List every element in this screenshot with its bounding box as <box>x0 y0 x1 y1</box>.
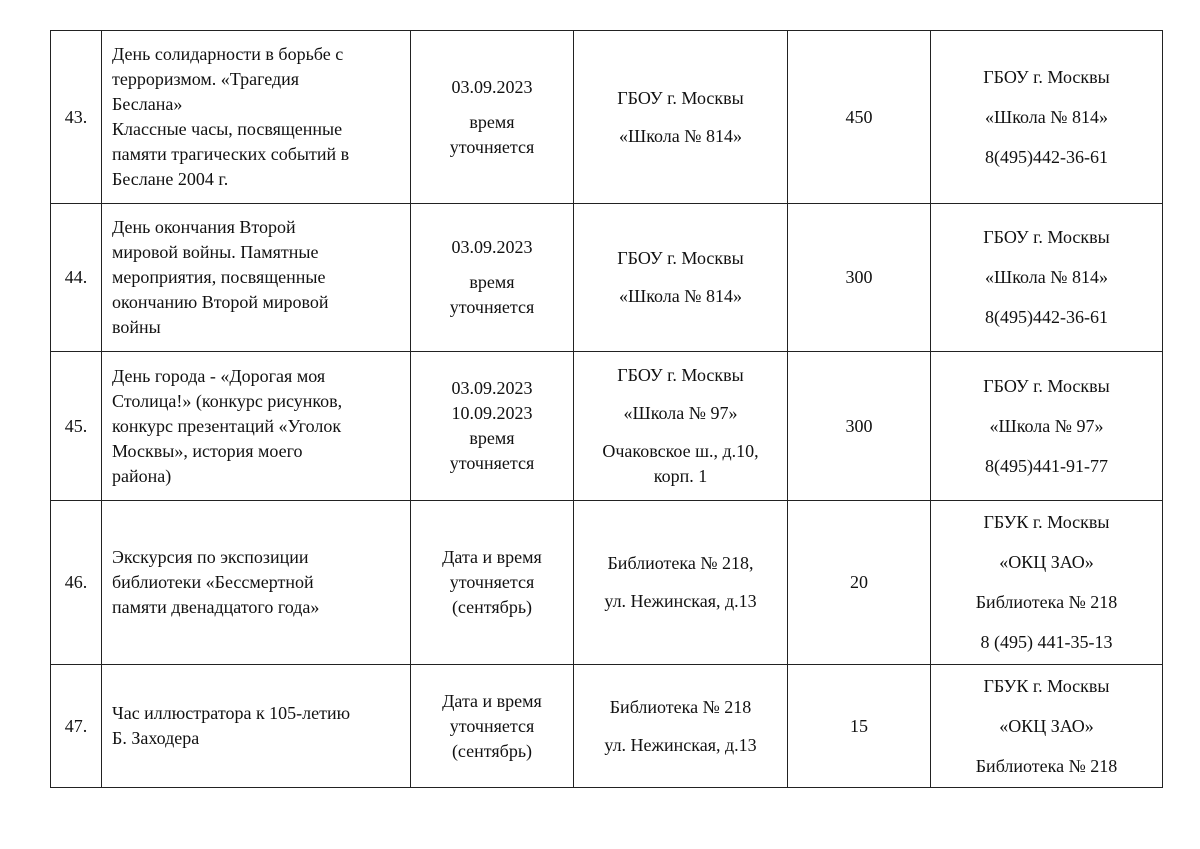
participants-count: 300 <box>845 267 873 287</box>
event-date-note: (сентябрь) <box>451 740 533 761</box>
organizer-line: «ОКЦ ЗАО» <box>999 552 1094 572</box>
event-address-line: ул. Нежинская, д.13 <box>604 591 757 611</box>
event-time-note: уточняется <box>449 453 535 473</box>
event-time-note: уточняется <box>449 297 535 317</box>
participants-count-cell <box>788 501 931 665</box>
event-place-line: ГБОУ г. Москвы <box>617 365 744 385</box>
event-title-line: конкурс презентаций «Уголок <box>112 415 342 436</box>
organizer-line: ГБУК г. Москвы <box>983 512 1110 532</box>
event-address-line: Очаковское ш., д.10, <box>602 441 759 461</box>
event-title-line: окончанию Второй мировой <box>112 292 329 312</box>
event-date-note: Дата и время <box>442 547 542 567</box>
organizer-cell <box>931 665 1163 788</box>
event-title-line: терроризмом. «Трагедия <box>112 69 300 89</box>
row-number-cell <box>51 204 102 352</box>
participants-count-cell <box>788 31 931 204</box>
event-title-line: Столица!» (конкурс рисунков, <box>112 390 343 411</box>
event-place-cell <box>574 665 788 788</box>
organizer-line: «Школа № 97» <box>989 415 1104 436</box>
table-row <box>51 204 1163 352</box>
event-title-line: библиотеки «Бессмертной <box>112 572 314 592</box>
event-title-cell <box>102 31 411 204</box>
event-date: 03.09.2023 <box>451 378 533 398</box>
event-place-line: «Школа № 814» <box>619 125 742 146</box>
event-date: 03.09.2023 <box>451 237 533 257</box>
table-row <box>51 31 1163 204</box>
event-title-line: День города - «Дорогая моя <box>112 365 326 386</box>
event-title-line: мировой войны. Памятные <box>112 242 319 262</box>
row-number: 46. <box>64 572 88 592</box>
event-place-cell <box>574 31 788 204</box>
organizer-line: Библиотека № 218 <box>975 592 1118 612</box>
row-number-cell <box>51 501 102 665</box>
event-title-cell <box>102 204 411 352</box>
event-address-line: корп. 1 <box>653 466 708 486</box>
participants-count: 20 <box>850 572 868 592</box>
event-title-line: Беслана» <box>112 94 183 114</box>
event-time-note: уточняется <box>449 136 535 157</box>
row-number-cell <box>51 352 102 501</box>
event-date-cell <box>411 352 574 501</box>
event-time-note: время <box>469 272 515 292</box>
event-date: 03.09.2023 <box>451 76 533 97</box>
organizer-line: ГБУК г. Москвы <box>983 675 1110 696</box>
event-date-note: (сентябрь) <box>451 597 533 617</box>
organizer-phone: 8(495)441-91-77 <box>985 455 1108 476</box>
event-title-line: Классные часы, посвященные <box>112 119 343 139</box>
event-place-line: «Школа № 97» <box>623 403 738 423</box>
row-number-cell <box>51 665 102 788</box>
event-date-cell <box>411 501 574 665</box>
table-row <box>51 665 1163 788</box>
organizer-line: Библиотека № 218 <box>975 755 1118 776</box>
event-title-line: мероприятия, посвященные <box>112 267 326 287</box>
event-date-note: уточняется <box>449 572 535 592</box>
event-date-note: Дата и время <box>442 690 542 711</box>
event-title-line: Час иллюстратора к 105-летию <box>112 703 351 723</box>
row-number: 45. <box>64 415 88 436</box>
event-place-cell <box>574 501 788 665</box>
event-title-line: района) <box>112 465 172 486</box>
table-row <box>51 352 1163 501</box>
organizer-line: ГБОУ г. Москвы <box>983 66 1110 87</box>
organizer-phone: 8 (495) 441-35-13 <box>980 632 1113 652</box>
row-number: 47. <box>64 715 88 736</box>
participants-count: 450 <box>845 106 873 127</box>
participants-count-cell <box>788 665 931 788</box>
event-title-line: памяти двенадцатого года» <box>112 597 320 617</box>
row-number: 44. <box>64 267 88 287</box>
event-date-cell <box>411 665 574 788</box>
event-address-line: ул. Нежинская, д.13 <box>604 734 757 755</box>
event-date-cell <box>411 204 574 352</box>
event-title-cell <box>102 665 411 788</box>
event-place-line: «Школа № 814» <box>619 286 742 306</box>
event-date-note: уточняется <box>449 715 535 736</box>
event-title-cell <box>102 501 411 665</box>
row-number: 43. <box>64 106 88 127</box>
event-place-line: ГБОУ г. Москвы <box>617 248 744 268</box>
events-table <box>50 30 1163 788</box>
event-time-note: время <box>469 428 515 448</box>
organizer-phone: 8(495)442-36-61 <box>985 307 1108 327</box>
table-row <box>51 501 1163 665</box>
organizer-cell <box>931 501 1163 665</box>
event-title-line: Москвы», история моего <box>112 440 303 461</box>
event-time-note: время <box>469 111 515 132</box>
event-title-line: День солидарности в борьбе с <box>112 44 344 64</box>
event-title-cell <box>102 352 411 501</box>
participants-count-cell <box>788 352 931 501</box>
organizer-cell <box>931 352 1163 501</box>
row-number-cell <box>51 31 102 204</box>
event-place-line: Библиотека № 218, <box>607 553 754 573</box>
organizer-cell <box>931 204 1163 352</box>
organizer-line: «Школа № 814» <box>985 267 1108 287</box>
event-place-cell <box>574 352 788 501</box>
organizer-line: «ОКЦ ЗАО» <box>999 715 1094 736</box>
organizer-line: ГБОУ г. Москвы <box>983 375 1110 396</box>
event-title-line: Экскурсия по экспозиции <box>112 547 309 567</box>
event-place-line: Библиотека № 218 <box>609 696 752 717</box>
event-place-line: ГБОУ г. Москвы <box>617 87 744 108</box>
event-title-line: Б. Заходера <box>112 728 200 748</box>
event-date: 10.09.2023 <box>451 403 533 423</box>
organizer-line: «Школа № 814» <box>985 106 1108 127</box>
event-place-cell <box>574 204 788 352</box>
organizer-cell <box>931 31 1163 204</box>
event-title-line: войны <box>112 317 161 337</box>
event-title-line: День окончания Второй <box>112 217 296 237</box>
participants-count: 300 <box>845 415 873 436</box>
participants-count-cell <box>788 204 931 352</box>
participants-count: 15 <box>850 715 868 736</box>
event-date-cell <box>411 31 574 204</box>
event-title-line: Беслане 2004 г. <box>112 169 229 189</box>
event-title-line: памяти трагических событий в <box>112 144 350 164</box>
organizer-line: ГБОУ г. Москвы <box>983 227 1110 247</box>
organizer-phone: 8(495)442-36-61 <box>985 146 1108 167</box>
